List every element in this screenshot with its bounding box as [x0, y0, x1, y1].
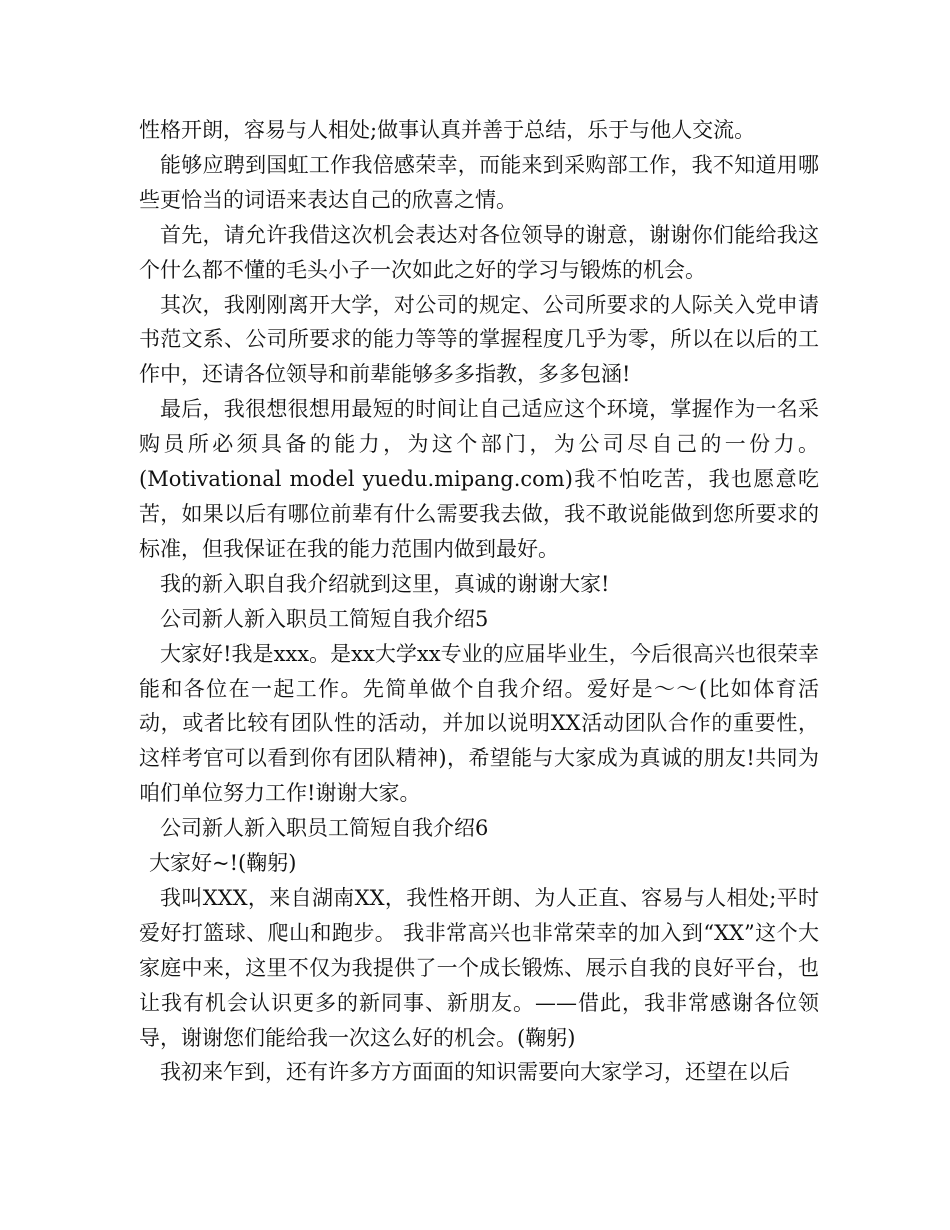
paragraph: 大家好!我是xxx。是xx大学xx专业的应届毕业生，今后很高兴也很荣幸能和各位在一起工作。先简单做个自我介绍。爱好是～～(比如体育活动，或者比较有团队性的活动，并加以说明XX活动团队合作的重要性，这样考官可以看到你有团队精神)，希望能与大家成为真诚的朋友!共同为咱们单位努力工作!谢谢大家。 — [139, 641, 819, 806]
paragraph: 我叫XXX，来自湖南XX，我性格开朗、为人正直、容易与人相处;平时爱好打篮球、爬山和跑步。 我非常高兴也非常荣幸的加入到“XX”这个大家庭中来，这里不仅为我提供了一个成长锻炼、展示自我的良好平台，也让我有机会认识更多的新同事、新朋友。——借此，我非常感谢各位领导，谢谢您们能给我一次这么好的机会。(鞠躬) — [139, 885, 819, 1050]
paragraph: 我初来乍到，还有许多方方面面的知识需要向大家学习，还望在以后 — [160, 1060, 790, 1085]
paragraph: 能够应聘到国虹工作我倍感荣幸，而能来到采购部工作，我不知道用哪些更恰当的词语来表达自己的欣喜之情。 — [139, 152, 819, 212]
paragraph: 最后，我很想很想用最短的时间让自己适应这个环境，掌握作为一名采购员所必须具备的能力，为这个部门，为公司尽自己的一份力。(Motivational model yuedu.mipang.com)我不怕吃苦，我也愿意吃苦，如果以后有哪位前辈有什么需要我去做，我不敢说能做到您所要求的标准，但我保证在我的能力范围内做到最好。 — [139, 397, 819, 561]
paragraph: 我的新入职自我介绍就到这里，真诚的谢谢大家! — [160, 571, 610, 596]
document-body — [139, 113, 819, 1090]
paragraph: 首先，请允许我借这次机会表达对各位领导的谢意，谢谢你们能给我这个什么都不懂的毛头小子一次如此之好的学习与锻炼的机会。 — [139, 222, 819, 282]
paragraph: 其次，我刚刚离开大学，对公司的规定、公司所要求的人际关入党申请书范文系、公司所要求的能力等等的掌握程度几乎为零，所以在以后的工作中，还请各位领导和前辈能够多多指教，多多包涵! — [139, 292, 819, 387]
section-heading: 公司新人新入职员工简短自我介绍5 — [160, 606, 489, 631]
paragraph: 性格开朗，容易与人相处;做事认真并善于总结，乐于与他人交流。 — [139, 118, 756, 142]
section-heading: 公司新人新入职员工简短自我介绍6 — [160, 816, 489, 841]
paragraph: 大家好~!(鞠躬) — [149, 851, 297, 876]
